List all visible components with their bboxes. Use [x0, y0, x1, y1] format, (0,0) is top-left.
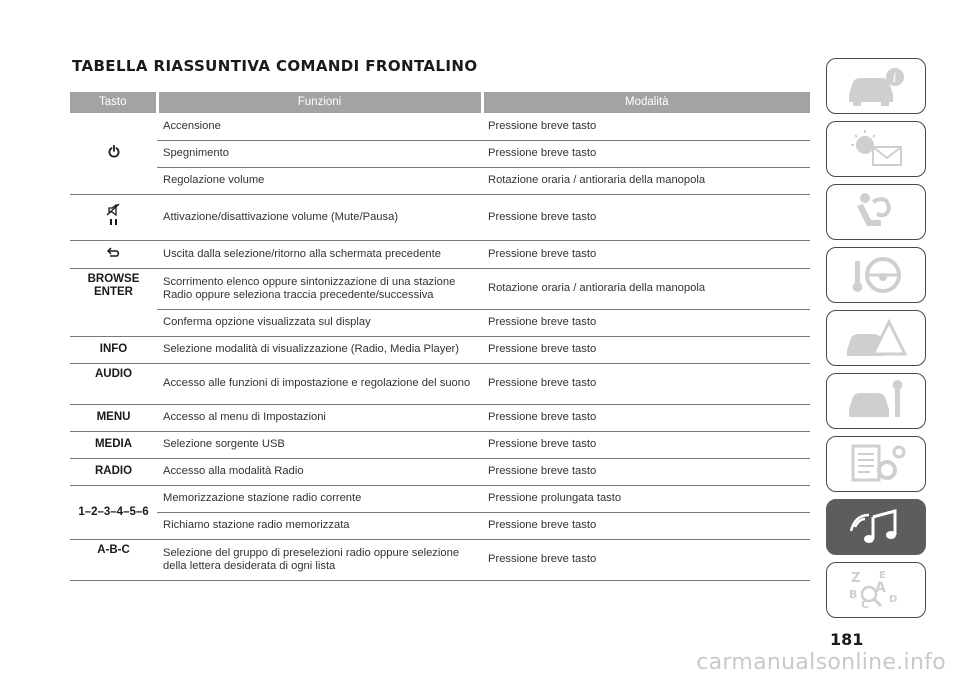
warning-light-mail-icon	[843, 127, 909, 171]
table-row	[70, 240, 810, 268]
tab-index[interactable]	[826, 562, 926, 618]
header-modalita: Modalità	[482, 92, 810, 113]
controls-table	[70, 92, 810, 581]
table-row	[70, 336, 810, 363]
mode-cell: Pressione breve tasto	[482, 113, 810, 140]
function-cell: Accesso al menu di Impostazioni	[157, 404, 482, 431]
mode-cell: Rotazione oraria / antioraria della manopola	[482, 167, 810, 194]
table-row	[70, 268, 810, 309]
tab-safety[interactable]	[826, 184, 926, 240]
preset-keys: 1–2–3–4–5–6	[70, 485, 157, 539]
function-cell: Accesso alle funzioni di impostazione e regolazione del suono	[157, 363, 482, 404]
table-row	[70, 194, 810, 240]
multimedia-note-icon	[843, 505, 909, 549]
svg-text:A: A	[875, 580, 886, 596]
mode-cell: Pressione breve tasto	[482, 240, 810, 268]
tab-warning-lights[interactable]	[826, 121, 926, 177]
function-cell: Accensione	[157, 113, 482, 140]
header-tasto: Tasto	[70, 92, 157, 113]
function-cell: Accesso alla modalità Radio	[157, 458, 482, 485]
watermark: carmanualsonline.info	[696, 650, 946, 675]
table-row	[70, 404, 810, 431]
function-cell: Selezione modalità di visualizzazione (Radio, Media Player)	[157, 336, 482, 363]
function-cell: Scorrimento elenco oppure sintonizzazione di una stazione Radio oppure seleziona traccia precedente/successiva	[157, 268, 482, 309]
back-key-cell	[70, 240, 157, 268]
table-row	[70, 512, 810, 539]
browse-enter-key: BROWSE ENTER	[70, 268, 157, 336]
header-funzioni: Funzioni	[157, 92, 482, 113]
tab-car-info[interactable]	[826, 58, 926, 114]
menu-key: MENU	[70, 404, 157, 431]
mode-cell: Pressione breve tasto	[482, 458, 810, 485]
table-row	[70, 431, 810, 458]
steering-wheel-key-icon	[843, 253, 909, 297]
table-row	[70, 167, 810, 194]
function-cell: Selezione sorgente USB	[157, 431, 482, 458]
table-row	[70, 140, 810, 167]
svg-text:Z: Z	[851, 571, 861, 586]
mode-cell: Pressione breve tasto	[482, 539, 810, 580]
table-row	[70, 309, 810, 336]
tab-maintenance[interactable]	[826, 373, 926, 429]
seat-airbag-icon	[843, 190, 909, 234]
svg-text:B: B	[849, 588, 858, 601]
car-accident-warning-icon	[843, 316, 909, 360]
mode-cell: Pressione breve tasto	[482, 140, 810, 167]
mode-cell: Pressione breve tasto	[482, 194, 810, 240]
page-number: 181	[830, 630, 864, 649]
table-row	[70, 458, 810, 485]
function-cell: Conferma opzione visualizzata sul display	[157, 309, 482, 336]
table-header-row	[70, 92, 810, 113]
function-cell: Spegnimento	[157, 140, 482, 167]
mode-cell: Pressione breve tasto	[482, 404, 810, 431]
media-key: MEDIA	[70, 431, 157, 458]
svg-text:D: D	[889, 594, 898, 605]
back-arrow-icon	[107, 247, 121, 261]
specs-gear-icon	[843, 442, 909, 486]
mode-cell: Pressione breve tasto	[482, 309, 810, 336]
tab-technical-data[interactable]	[826, 436, 926, 492]
function-cell: Uscita dalla selezione/ritorno alla schermata precedente	[157, 240, 482, 268]
table-row	[70, 363, 810, 404]
mode-cell: Pressione prolungata tasto	[482, 485, 810, 512]
audio-key: AUDIO	[70, 363, 157, 404]
tab-starting[interactable]	[826, 247, 926, 303]
mute-pause-icon	[106, 203, 122, 231]
function-cell: Selezione del gruppo di preselezioni radio oppure selezione della lettera desiderata di ogni lista	[157, 539, 482, 580]
radio-key: RADIO	[70, 458, 157, 485]
mode-cell: Pressione breve tasto	[482, 336, 810, 363]
page-title: TABELLA RIASSUNTIVA COMANDI FRONTALINO	[72, 57, 478, 75]
table-row	[70, 539, 810, 580]
function-cell: Regolazione volume	[157, 167, 482, 194]
svg-text:E: E	[879, 570, 886, 581]
function-cell: Memorizzazione stazione radio corrente	[157, 485, 482, 512]
car-wrench-icon	[843, 379, 909, 423]
table-row	[70, 485, 810, 512]
svg-text:C: C	[861, 598, 870, 611]
car-info-icon	[843, 64, 909, 108]
info-key: INFO	[70, 336, 157, 363]
abc-key: A-B-C	[70, 539, 157, 580]
tab-multimedia[interactable]	[826, 499, 926, 555]
table-row	[70, 113, 810, 140]
mode-cell: Pressione breve tasto	[482, 363, 810, 404]
chapter-tabs	[826, 58, 928, 625]
mode-cell: Pressione breve tasto	[482, 512, 810, 539]
function-cell: Richiamo stazione radio memorizzata	[157, 512, 482, 539]
power-icon	[108, 145, 120, 162]
function-cell: Attivazione/disattivazione volume (Mute/Pausa)	[157, 194, 482, 240]
alphabetical-index-icon	[843, 568, 909, 612]
svg-text:i: i	[892, 71, 897, 86]
power-key-cell	[70, 113, 157, 194]
mute-key-cell	[70, 194, 157, 240]
mode-cell: Pressione breve tasto	[482, 431, 810, 458]
tab-emergency[interactable]	[826, 310, 926, 366]
mode-cell: Rotazione oraria / antioraria della manopola	[482, 268, 810, 309]
